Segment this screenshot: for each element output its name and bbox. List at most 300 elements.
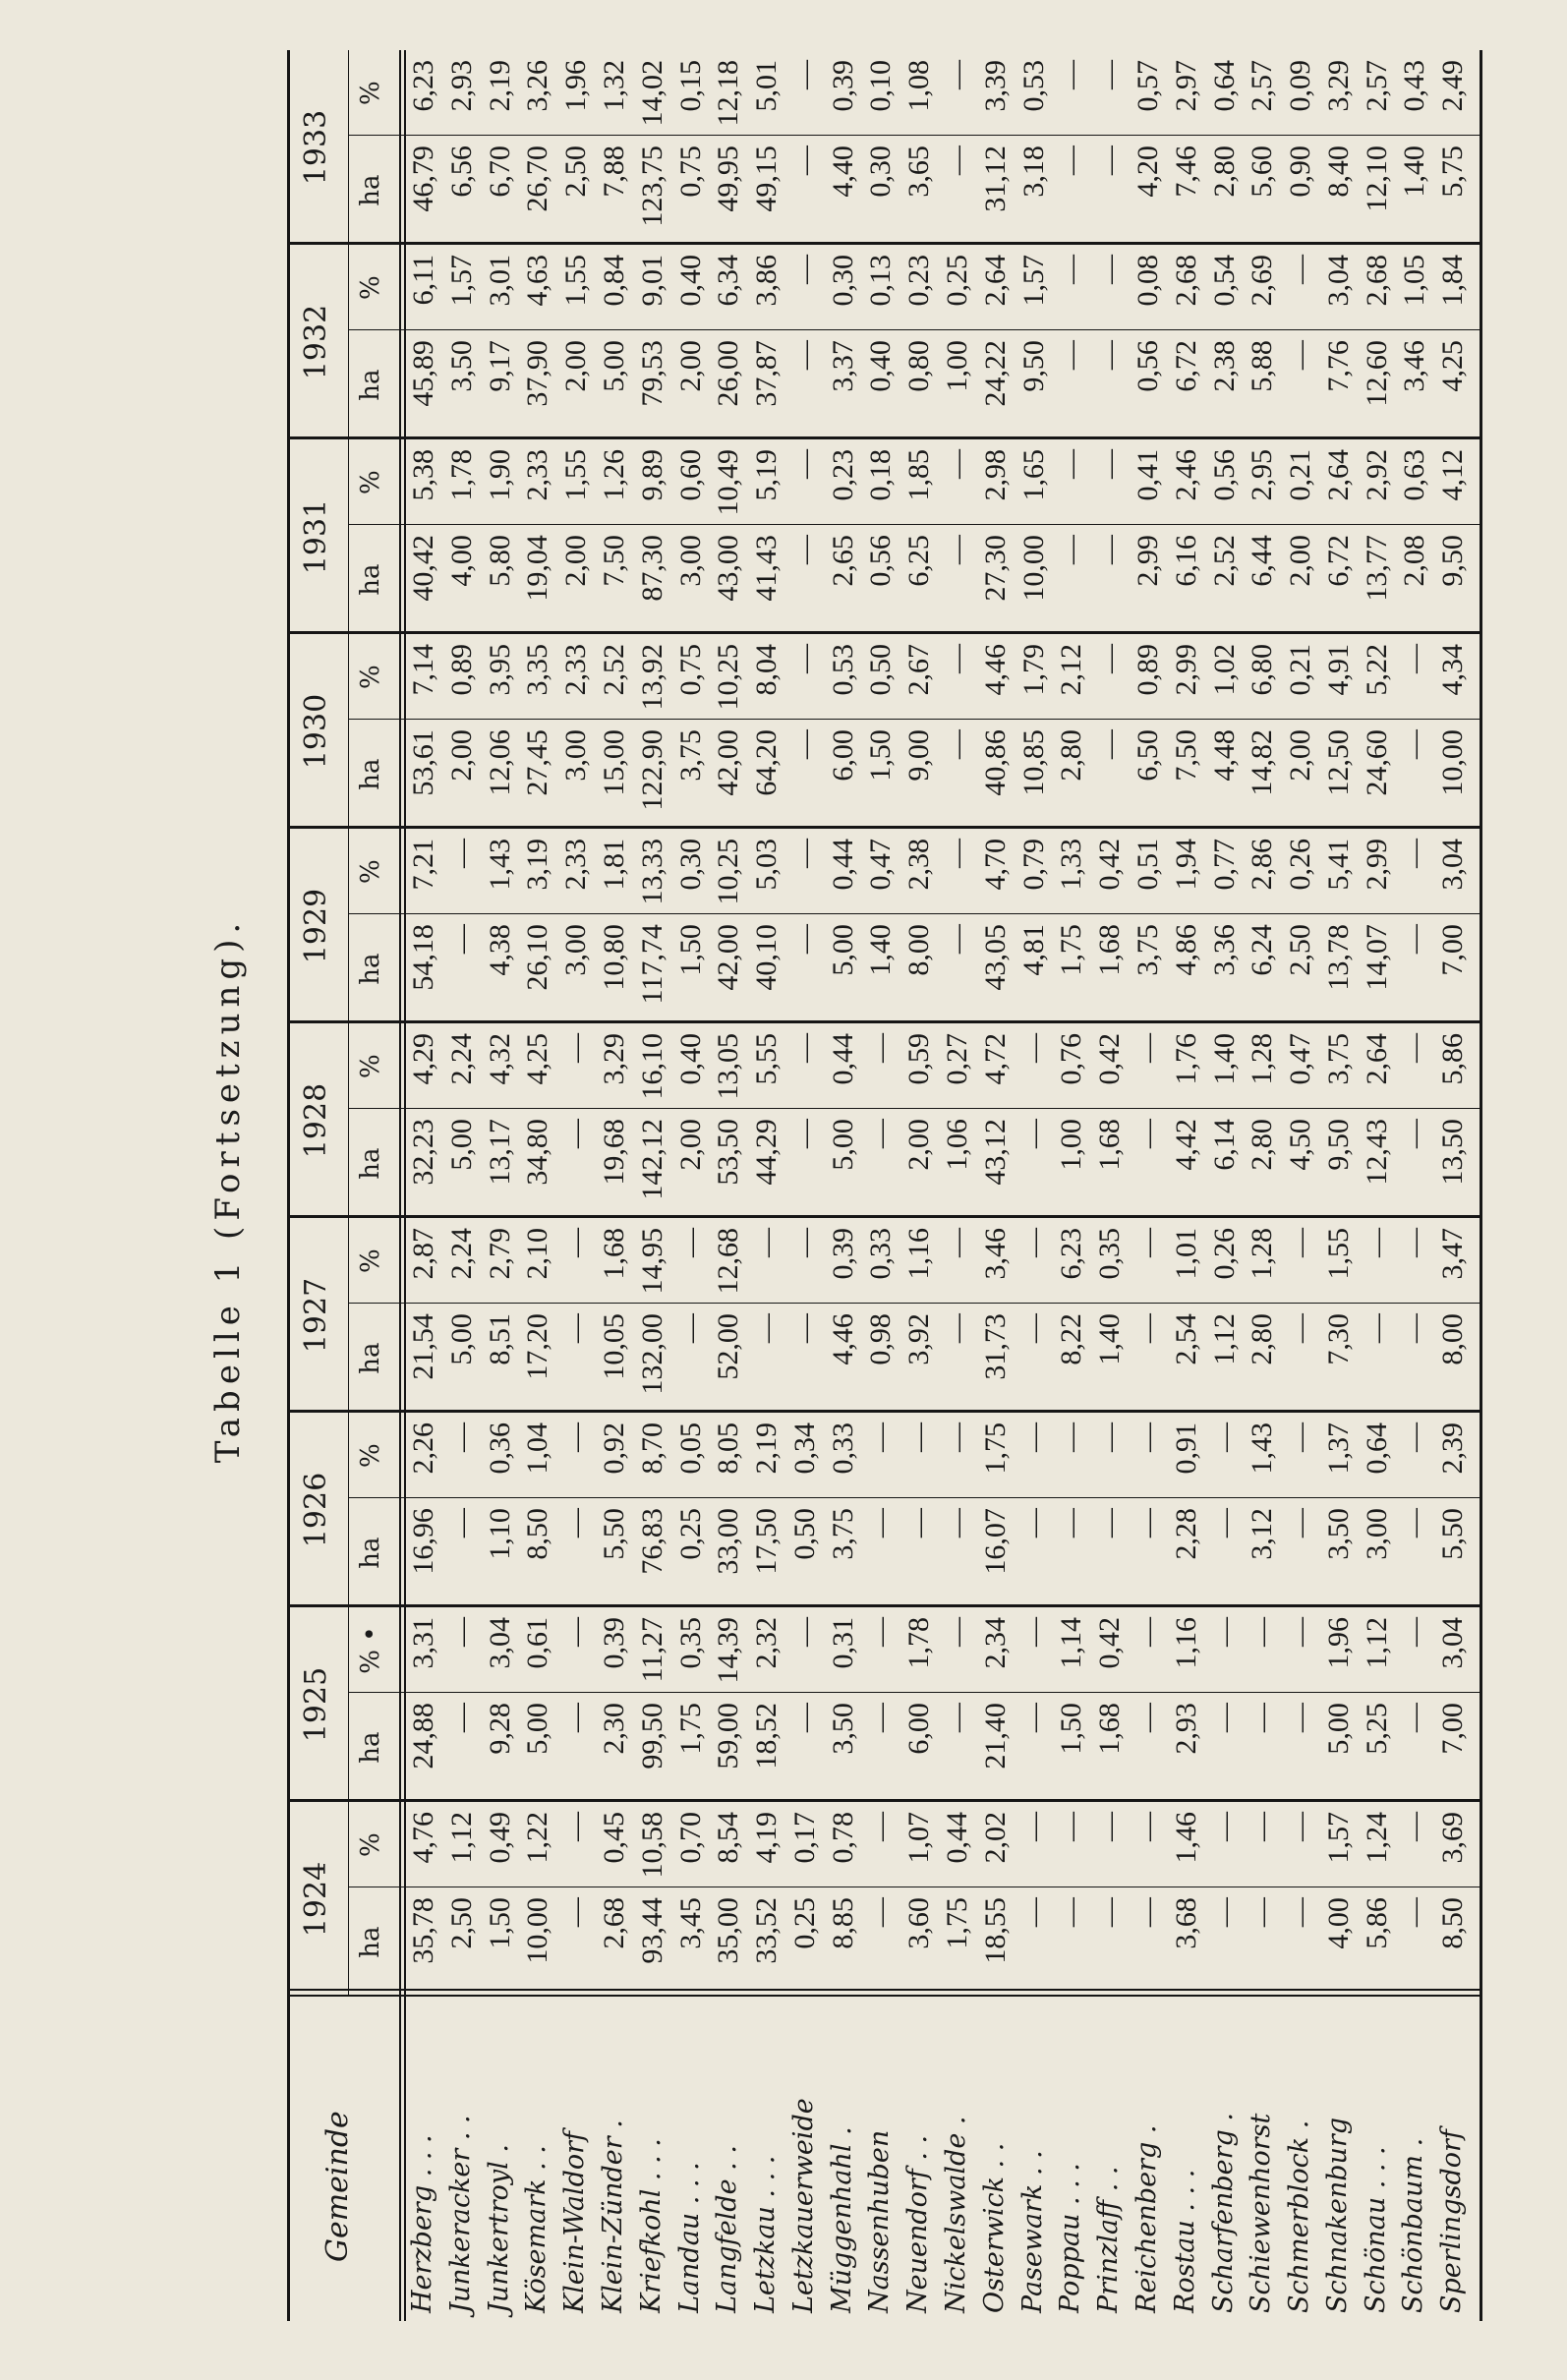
ha-value: —: [1398, 729, 1431, 760]
percent-value: —: [1284, 255, 1317, 285]
ha-value: 5,25: [1360, 1703, 1393, 1755]
percent-value: —: [1284, 1617, 1317, 1648]
percent-value: 0,27: [941, 1033, 973, 1085]
ha-value: 1,50: [673, 924, 707, 976]
ha-value: 2,50: [559, 145, 593, 198]
ha-value: —: [941, 1313, 973, 1344]
ha-value: 1,75: [941, 1897, 973, 1949]
ha-value: 42,00: [712, 924, 745, 991]
percent-value: 6,34: [712, 255, 745, 307]
ha-value: 3,75: [1131, 924, 1164, 976]
ha-value: 4,20: [1131, 145, 1164, 198]
ha-value: 3,00: [1360, 1508, 1393, 1560]
ha-value: 8,51: [483, 1313, 516, 1365]
percent-value: 0,26: [1207, 1228, 1241, 1280]
ha-value: —: [787, 1703, 821, 1733]
percent-value: 12,68: [712, 1228, 745, 1295]
ha-value: 33,00: [712, 1508, 745, 1575]
ha-value: 2,99: [1131, 535, 1164, 587]
ha-value: —: [1016, 1119, 1050, 1149]
percent-value: 3,86: [750, 255, 784, 307]
ha-value: 26,10: [521, 924, 554, 991]
ha-value: 0,25: [673, 1508, 707, 1560]
ha-value: 43,12: [978, 1119, 1012, 1186]
percent-value: —: [1131, 1422, 1164, 1453]
ha-value: 3,92: [902, 1313, 936, 1365]
ha-value: 49,15: [750, 145, 784, 212]
ha-value: 3,18: [1016, 145, 1050, 198]
ha-value: 3,75: [826, 1508, 859, 1560]
ha-value: 40,86: [978, 729, 1012, 796]
percent-value: 14,95: [635, 1228, 668, 1295]
ha-value: 37,87: [750, 340, 784, 407]
percent-unit-header: %: [356, 1443, 385, 1468]
ha-value: 5,00: [826, 1119, 859, 1171]
ha-value: —: [864, 1119, 898, 1149]
ha-value: 1,06: [941, 1119, 973, 1171]
ha-value: —: [787, 1119, 821, 1149]
percent-unit-header: %: [356, 859, 385, 884]
ha-value: 19,68: [597, 1119, 630, 1186]
percent-value: —: [1284, 1812, 1317, 1842]
percent-value: —: [1093, 1422, 1127, 1453]
percent-value: 2,86: [1246, 839, 1279, 891]
ha-value: 4,48: [1207, 729, 1241, 782]
ha-value: 4,38: [483, 924, 516, 976]
ha-value: —: [1284, 1703, 1317, 1733]
ha-unit-header: ha: [356, 1926, 385, 1958]
year-header: 1930: [299, 693, 333, 770]
ha-value: —: [1055, 145, 1088, 176]
percent-value: 8,54: [712, 1812, 745, 1864]
percent-value: 1,01: [1169, 1228, 1202, 1280]
ha-value: 2,52: [1207, 535, 1241, 587]
percent-value: —: [1016, 1812, 1050, 1842]
ha-value: 35,00: [712, 1897, 745, 1964]
percent-value: 0,42: [1093, 1033, 1127, 1085]
percent-value: —: [1131, 1812, 1164, 1842]
percent-value: 5,03: [750, 839, 784, 891]
gemeinde-header: Gemeinde: [320, 2111, 355, 2262]
ha-value: 0,75: [673, 145, 707, 198]
ha-value: 27,45: [521, 729, 554, 796]
percent-value: 1,79: [1016, 644, 1050, 696]
ha-unit-header: ha: [356, 369, 385, 401]
percent-value: 0,89: [444, 644, 478, 696]
percent-value: 0,30: [673, 839, 707, 891]
percent-value: 2,46: [1169, 449, 1202, 501]
percent-value: 1,55: [559, 449, 593, 501]
ha-value: 8,40: [1321, 145, 1355, 198]
percent-value: 5,86: [1436, 1033, 1470, 1085]
percent-value: 3,04: [483, 1617, 516, 1669]
percent-value: 0,56: [1207, 449, 1241, 501]
percent-value: 1,04: [521, 1422, 554, 1475]
year-header: 1932: [299, 304, 333, 380]
percent-value: 0,39: [597, 1617, 630, 1669]
ha-value: 9,28: [483, 1703, 516, 1755]
percent-value: —: [559, 1033, 593, 1064]
ha-value: 117,74: [635, 924, 668, 1005]
percent-unit-header: %: [356, 470, 385, 494]
percent-value: 3,01: [483, 255, 516, 307]
ha-value: 8,50: [1436, 1897, 1470, 1949]
ha-value: —: [1131, 1313, 1164, 1344]
percent-value: 0,26: [1284, 839, 1317, 891]
percent-value: 1,57: [1321, 1812, 1355, 1864]
ha-value: —: [787, 145, 821, 176]
ha-value: —: [444, 1508, 478, 1538]
percent-value: 0,42: [1093, 1617, 1127, 1669]
percent-value: 8,70: [635, 1422, 668, 1475]
percent-value: 13,05: [712, 1033, 745, 1100]
percent-value: 0,47: [1284, 1033, 1317, 1085]
percent-value: —: [1360, 1228, 1393, 1258]
ha-value: 15,00: [597, 729, 630, 796]
percent-value: —: [1016, 1228, 1050, 1258]
year-header: 1928: [299, 1082, 333, 1159]
percent-value: 4,70: [978, 839, 1012, 891]
ha-value: 41,43: [750, 535, 784, 602]
ha-value: 6,72: [1321, 535, 1355, 587]
percent-value: 0,31: [826, 1617, 859, 1669]
ha-value: 9,50: [1016, 340, 1050, 392]
ha-value: 27,30: [978, 535, 1012, 602]
percent-value: 10,49: [712, 449, 745, 516]
percent-value: 1,07: [902, 1812, 936, 1864]
gemeinde-name: Schnakenburg: [1321, 2117, 1353, 2313]
ha-value: —: [1093, 729, 1127, 760]
ha-value: 13,17: [483, 1119, 516, 1186]
percent-value: 3,35: [521, 644, 554, 696]
ha-value: 2,80: [1055, 729, 1088, 782]
ha-value: —: [864, 1508, 898, 1538]
percent-value: 1,55: [559, 255, 593, 307]
ha-value: 12,50: [1321, 729, 1355, 796]
ha-value: 5,86: [1360, 1897, 1393, 1949]
ha-value: 1,68: [1093, 1119, 1127, 1171]
ha-value: 2,00: [673, 1119, 707, 1171]
ha-value: 17,50: [750, 1508, 784, 1575]
percent-value: 0,60: [673, 449, 707, 501]
ha-value: —: [1055, 535, 1088, 565]
ha-value: 99,50: [635, 1703, 668, 1770]
percent-value: —: [941, 839, 973, 869]
percent-value: 0,84: [597, 255, 630, 307]
ha-value: 3,00: [559, 924, 593, 976]
percent-value: —: [444, 1422, 478, 1453]
ha-value: —: [1207, 1508, 1241, 1538]
percent-value: —: [559, 1228, 593, 1258]
percent-value: 2,02: [978, 1812, 1012, 1864]
percent-value: 4,34: [1436, 644, 1470, 696]
ha-value: 5,88: [1246, 340, 1279, 392]
percent-value: 2,33: [559, 644, 593, 696]
year-label-rule: [348, 50, 349, 1997]
percent-value: —: [559, 1422, 593, 1453]
ha-value: 64,20: [750, 729, 784, 796]
percent-value: 0,61: [521, 1617, 554, 1669]
ha-value: 13,77: [1360, 535, 1393, 602]
ha-value: 21,54: [407, 1313, 439, 1380]
ha-value: 0,80: [902, 340, 936, 392]
percent-value: 1,68: [597, 1228, 630, 1280]
ha-value: 2,80: [1246, 1119, 1279, 1171]
ha-value: 31,12: [978, 145, 1012, 212]
ha-value: —: [1284, 1508, 1317, 1538]
ha-value: —: [1284, 1897, 1317, 1928]
percent-value: 0,76: [1055, 1033, 1088, 1085]
percent-unit-header: %: [356, 1054, 385, 1078]
percent-value: —: [1398, 1617, 1431, 1648]
percent-value: 5,19: [750, 449, 784, 501]
ha-value: 49,95: [712, 145, 745, 212]
ha-value: 5,00: [1321, 1703, 1355, 1755]
percent-value: —: [1284, 1422, 1317, 1453]
percent-value: 1,12: [444, 1812, 478, 1864]
ha-value: 9,00: [902, 729, 936, 782]
percent-value: —: [787, 839, 821, 869]
ha-value: 2,80: [1246, 1313, 1279, 1365]
ha-value: 5,00: [444, 1119, 478, 1171]
percent-value: 0,75: [673, 644, 707, 696]
ha-unit-header: ha: [356, 953, 385, 985]
percent-value: 1,28: [1246, 1033, 1279, 1085]
percent-value: 0,25: [941, 255, 973, 307]
ha-value: 16,07: [978, 1508, 1012, 1575]
percent-value: 0,23: [826, 449, 859, 501]
ha-value: —: [787, 340, 821, 371]
ha-value: 3,36: [1207, 924, 1241, 976]
percent-value: 1,22: [521, 1812, 554, 1864]
percent-value: 10,25: [712, 839, 745, 905]
ha-value: 14,82: [1246, 729, 1279, 796]
percent-value: 0,64: [1360, 1422, 1393, 1475]
percent-value: 0,05: [673, 1422, 707, 1475]
percent-value: —: [941, 1422, 973, 1453]
percent-value: —: [787, 255, 821, 285]
ha-value: 1,50: [1055, 1703, 1088, 1755]
gemeinde-name: Klein-Waldorf: [559, 2130, 591, 2313]
ha-value: 40,42: [407, 535, 439, 602]
gemeinde-name: Poppau . . .: [1055, 2163, 1086, 2313]
year-header: 1933: [299, 109, 333, 186]
ha-value: 6,14: [1207, 1119, 1241, 1171]
ha-value: 2,38: [1207, 340, 1241, 392]
percent-value: 1,81: [597, 839, 630, 891]
percent-value: 0,33: [826, 1422, 859, 1475]
ha-value: —: [559, 1313, 593, 1344]
percent-value: 3,04: [1436, 839, 1470, 891]
ha-value: 0,56: [864, 535, 898, 587]
percent-value: 2,95: [1246, 449, 1279, 501]
ha-value: —: [1207, 1703, 1241, 1733]
gemeinde-name: Letzkauerweide: [787, 2098, 819, 2313]
ha-value: —: [1131, 1897, 1164, 1928]
percent-value: 14,02: [635, 60, 668, 127]
percent-value: 0,36: [483, 1422, 516, 1475]
percent-value: 2,33: [559, 839, 593, 891]
ha-value: 5,50: [1436, 1508, 1470, 1560]
ha-value: 5,00: [444, 1313, 478, 1365]
ha-value: 19,04: [521, 535, 554, 602]
percent-value: 3,31: [407, 1617, 439, 1669]
ha-value: 0,56: [1131, 340, 1164, 392]
percent-value: 0,35: [1093, 1228, 1127, 1280]
percent-value: —: [750, 1228, 784, 1258]
ha-value: —: [1055, 1897, 1088, 1928]
ha-value: 8,50: [521, 1508, 554, 1560]
ha-unit-header: ha: [356, 1342, 385, 1374]
percent-value: 0,44: [826, 839, 859, 891]
percent-value: 3,75: [1321, 1033, 1355, 1085]
percent-value: —: [1398, 1422, 1431, 1453]
percent-value: —: [1016, 1617, 1050, 1648]
ha-value: 1,00: [941, 340, 973, 392]
percent-value: 1,40: [1207, 1033, 1241, 1085]
ha-unit-header: ha: [356, 563, 385, 596]
percent-value: —: [1207, 1617, 1241, 1648]
percent-value: —: [941, 644, 973, 674]
percent-value: 0,18: [864, 449, 898, 501]
percent-value: 1,96: [559, 60, 593, 112]
percent-value: 1,96: [1321, 1617, 1355, 1669]
percent-value: —: [1093, 60, 1127, 90]
ha-value: 0,98: [864, 1313, 898, 1365]
percent-unit-header: %: [356, 1832, 385, 1857]
ha-value: 2,08: [1398, 535, 1431, 587]
ha-value: 1,50: [864, 729, 898, 782]
percent-value: 0,54: [1207, 255, 1241, 307]
percent-value: —: [1093, 255, 1127, 285]
ha-value: 2,00: [559, 535, 593, 587]
ha-value: —: [1131, 1508, 1164, 1538]
ha-value: 3,68: [1169, 1897, 1202, 1949]
gemeinde-name: Schmerblock .: [1284, 2119, 1315, 2313]
ha-value: 21,40: [978, 1703, 1012, 1770]
ha-value: 7,00: [1436, 1703, 1470, 1755]
percent-value: 5,22: [1360, 644, 1393, 696]
percent-value: 4,76: [407, 1812, 439, 1864]
percent-value: 11,27: [635, 1617, 668, 1683]
gemeinde-name: Schönau . . .: [1360, 2146, 1391, 2313]
ha-value: 13,78: [1321, 924, 1355, 991]
percent-value: 0,79: [1016, 839, 1050, 891]
percent-value: 2,64: [978, 255, 1012, 307]
percent-value: 8,05: [712, 1422, 745, 1475]
ha-value: 4,46: [826, 1313, 859, 1365]
percent-value: 1,02: [1207, 644, 1241, 696]
percent-value: —: [787, 644, 821, 674]
percent-value: —: [787, 449, 821, 480]
percent-value: —: [787, 1617, 821, 1648]
percent-value: —: [1131, 1228, 1164, 1258]
percent-value: 1,85: [902, 449, 936, 501]
ha-value: 1,68: [1093, 924, 1127, 976]
header-rule: [399, 50, 401, 2321]
percent-value: 4,46: [978, 644, 1012, 696]
percent-value: 2,19: [750, 1422, 784, 1475]
percent-value: 1,26: [597, 449, 630, 501]
ha-value: —: [941, 145, 973, 176]
ha-value: 2,00: [1284, 729, 1317, 782]
ha-value: —: [1398, 1508, 1431, 1538]
ha-value: 6,72: [1169, 340, 1202, 392]
percent-value: 1,24: [1360, 1812, 1393, 1864]
percent-value: —: [1246, 1617, 1279, 1648]
percent-value: 1,08: [902, 60, 936, 112]
ha-unit-header: ha: [356, 174, 385, 206]
ha-value: —: [1398, 924, 1431, 955]
percent-value: 4,72: [978, 1033, 1012, 1085]
ha-value: 2,30: [597, 1703, 630, 1755]
percent-value: 16,10: [635, 1033, 668, 1100]
ha-unit-header: ha: [356, 758, 385, 790]
ha-value: 42,00: [712, 729, 745, 796]
ha-value: 24,88: [407, 1703, 439, 1770]
percent-value: 1,32: [597, 60, 630, 112]
percent-value: —: [941, 1617, 973, 1648]
gemeinde-name: Pasewark . .: [1016, 2150, 1048, 2313]
percent-value: 2,99: [1360, 839, 1393, 891]
percent-value: —: [1131, 1033, 1164, 1064]
ha-value: —: [1093, 340, 1127, 371]
percent-value: 2,10: [521, 1228, 554, 1280]
ha-value: —: [1246, 1897, 1279, 1928]
data-table: [287, 50, 1482, 2321]
ha-value: —: [1284, 340, 1317, 371]
ha-value: 16,96: [407, 1508, 439, 1575]
ha-value: 12,43: [1360, 1119, 1393, 1186]
percent-value: 0,47: [864, 839, 898, 891]
percent-value: 1,05: [1398, 255, 1431, 307]
percent-value: —: [444, 1617, 478, 1648]
gemeinde-name: Schiewenhorst: [1246, 2113, 1277, 2313]
percent-value: 2,69: [1246, 255, 1279, 307]
percent-value: —: [1055, 449, 1088, 480]
ha-value: 40,10: [750, 924, 784, 991]
ha-value: 37,90: [521, 340, 554, 407]
ha-value: 43,05: [978, 924, 1012, 991]
ha-value: —: [559, 1119, 593, 1149]
ha-value: —: [444, 924, 478, 955]
percent-value: 1,55: [1321, 1228, 1355, 1280]
year-header: 1929: [299, 888, 333, 964]
ha-value: 24,60: [1360, 729, 1393, 796]
percent-value: 2,24: [444, 1228, 478, 1280]
ha-value: 53,50: [712, 1119, 745, 1186]
percent-value: 0,30: [826, 255, 859, 307]
percent-value: 14,39: [712, 1617, 745, 1684]
percent-value: 1,75: [978, 1422, 1012, 1475]
percent-value: 2,64: [1321, 449, 1355, 501]
ha-value: 5,00: [521, 1703, 554, 1755]
percent-value: 5,38: [407, 449, 439, 501]
ha-value: —: [1016, 1703, 1050, 1733]
ha-value: 4,81: [1016, 924, 1050, 976]
ha-value: 10,05: [597, 1313, 630, 1380]
percent-value: 0,39: [826, 60, 859, 112]
ha-value: 122,90: [635, 729, 668, 811]
percent-value: —: [1093, 644, 1127, 674]
ha-value: 2,93: [1169, 1703, 1202, 1755]
percent-value: —: [444, 839, 478, 869]
ha-value: 3,50: [1321, 1508, 1355, 1560]
ha-value: —: [941, 729, 973, 760]
percent-value: 0,35: [673, 1617, 707, 1669]
percent-unit-header: %: [356, 275, 385, 300]
percent-value: —: [1398, 1228, 1431, 1258]
